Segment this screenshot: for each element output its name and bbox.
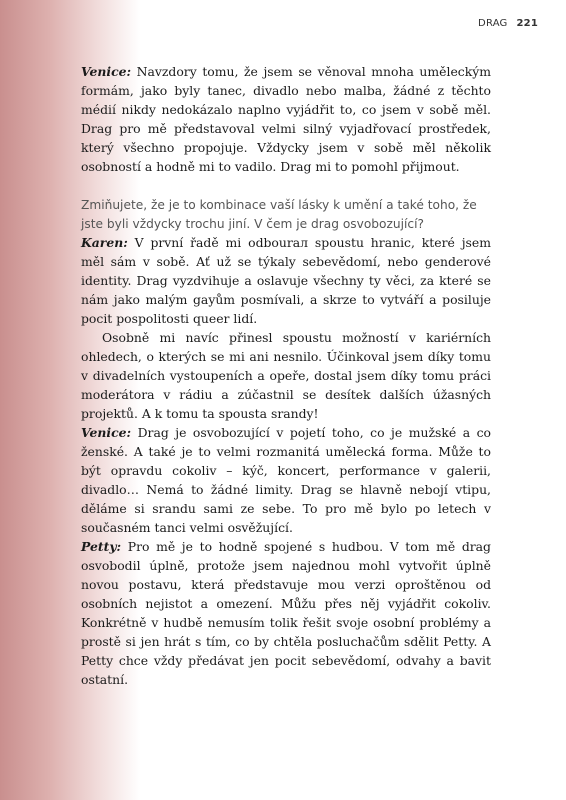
speaker-label: Venice: xyxy=(81,64,132,79)
page-number: 221 xyxy=(516,18,538,29)
answer-text: V první řadě mi odbourал spoustu hranic, které jsem měl sám v sobě. Ať už se týkaly sebevědomí, nebo genderové identity. Drag vyzdvihuje a oslavuje všechny ty věci, za které se nám jako malým gayům posmívali, a skrze to vytváří a posiluje pocit pospolitosti queer lidí. xyxy=(81,235,491,326)
answer-karen-continued: Osobně mi navíc přinesl spoustu možností v kariérních ohledech, o kterých se mi ani nesnilo. Účinkoval jsem díky tomu v divadelních vystoupeních a opeře, dostal jsem díky tomu práci moderátora v rádiu a zúčastnil se desítek dalších úžasných projektů. A k tomu ta spousta srandy! xyxy=(81,330,491,421)
running-head xyxy=(478,18,538,29)
interview-question: Zmiňujete, že je to kombinace vaší lásky k umění a také toho, že jste byli vždycky trochu jiní. V čem je drag osvobozující? xyxy=(81,198,477,231)
article-body xyxy=(81,62,491,689)
speaker-label: Venice: xyxy=(81,425,132,440)
answer-text: Drag je osvobozující v pojetí toho, co je mužské a co ženské. A také je to velmi rozmanitá umělecká forma. Může to být opravdu cokoliv – kýč, koncert, performance v galerii, divadlo… Nemá to žádné limity. Drag se hlavně nebojí vtipu, děláme si srandu sami ze sebe. To pro mě bylo po letech v současném tanci velmi osvěžující. xyxy=(81,425,491,535)
section-title: DRAG xyxy=(478,18,508,29)
speaker-label: Petty: xyxy=(81,539,122,554)
answer-karen xyxy=(81,233,491,328)
answer-text: Pro mě je to hodně spojené s hudbou. V tom mě drag osvobodil úplně, protože jsem najednou mohl vytvořit úplně novou postavu, která představuje mou verzi oproštěnou od osobních nejistot a omezení. Můžu přes něj vyjádřit cokoliv. Konkrétně v hudbě nemusím tolik řešit svoje osobní problémy a prostě si jen hrát s tím, co by chtěla posluchačům sdělit Petty. A Petty chce vždy předávat jen pocit sebevědomí, odvahy a bavit ostatní. xyxy=(81,539,491,687)
speaker-label: Karen: xyxy=(81,235,128,250)
answer-petty xyxy=(81,537,491,689)
answer-venice-1 xyxy=(81,62,491,176)
answer-venice-2 xyxy=(81,423,491,537)
answer-text: Navzdory tomu, že jsem se věnoval mnoha uměleckým formám, jako byly tanec, divadlo nebo malba, žádné z těchto médií nikdy nedokázalo naplno vyjádřit to, co jsem v sobě měl. Drag pro mě představoval velmi silný vyjadřovací prostředek, který všechno propojuje. Vždycky jsem v sobě měl několik osobností a hodně mi to vadilo. Drag mi to pomohl přijmout. xyxy=(81,64,491,174)
